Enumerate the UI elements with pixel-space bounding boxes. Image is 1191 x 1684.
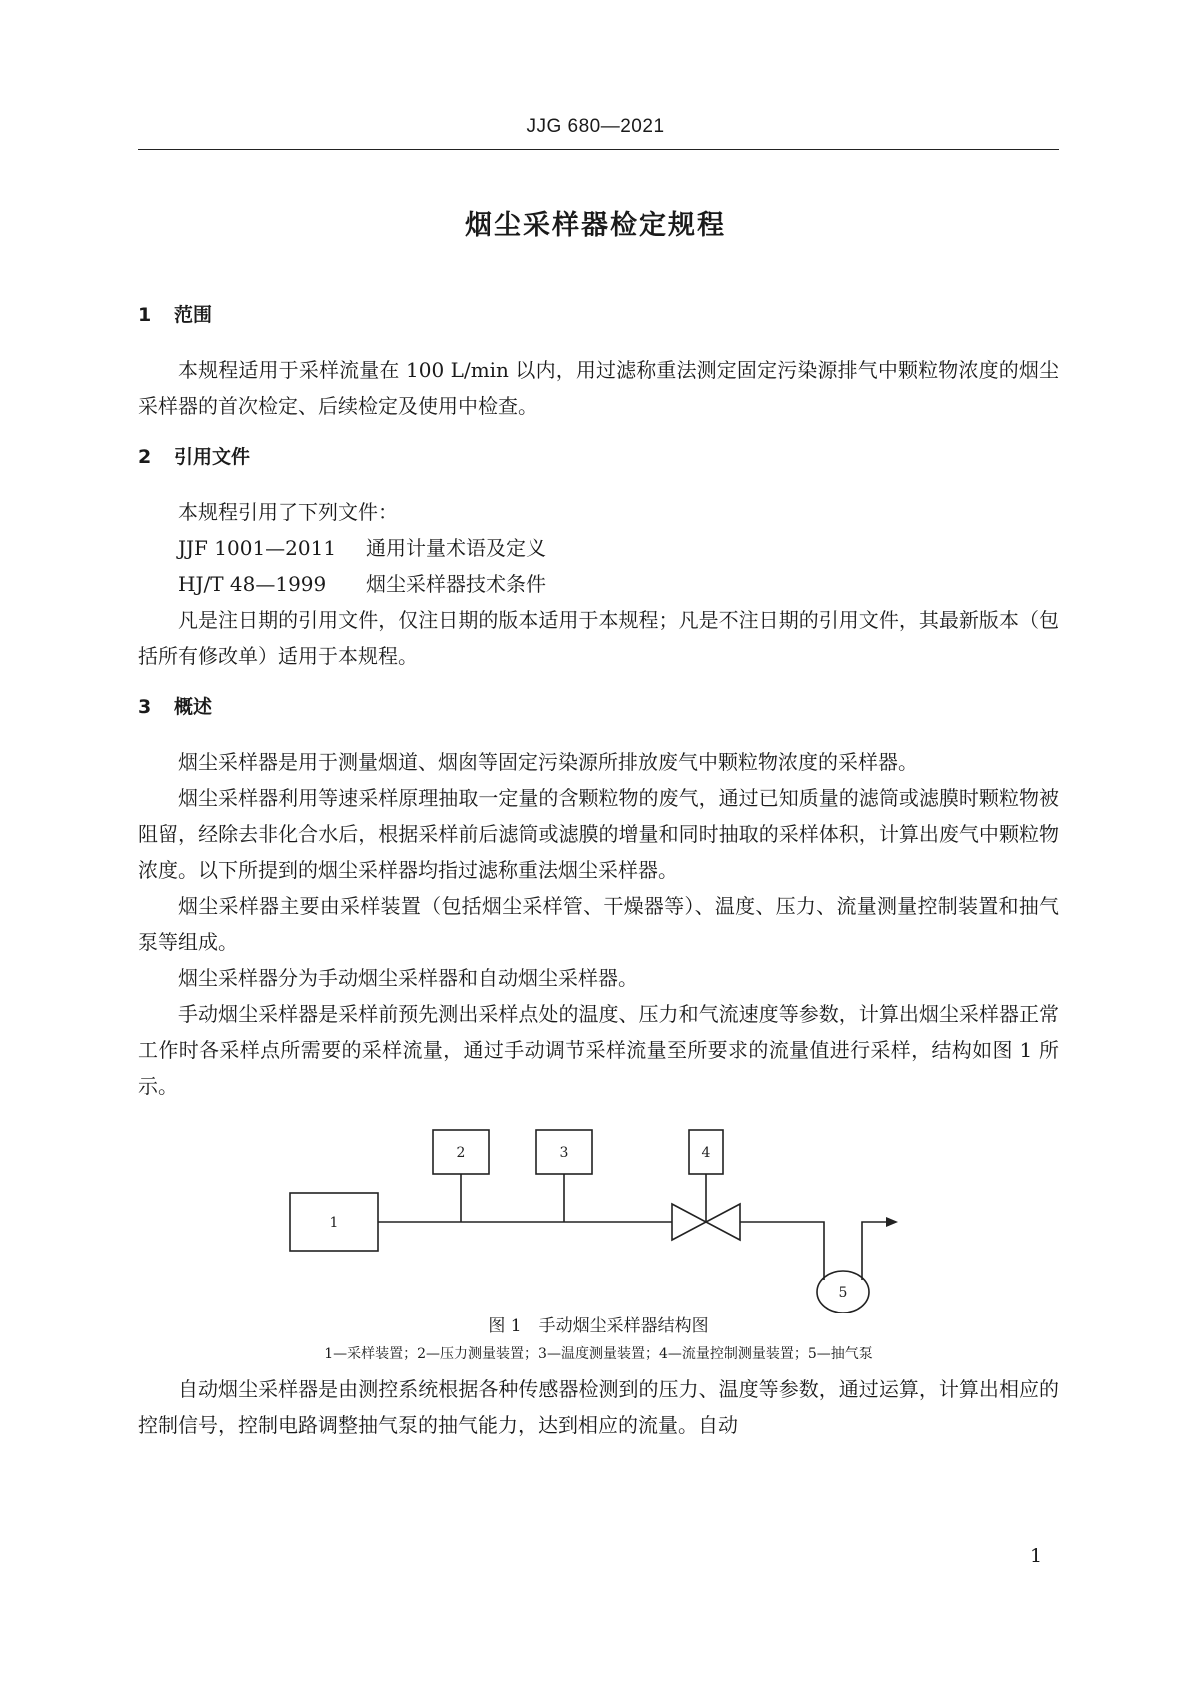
reference-item — [138, 530, 1059, 566]
header-rule — [138, 149, 1059, 150]
section-3-paragraph-1: 烟尘采样器是用于测量烟道、烟囱等固定污染源所排放废气中颗粒物浓度的采样器。 — [178, 750, 918, 774]
section-2-heading — [138, 442, 1059, 472]
section-title: 引用文件 — [174, 446, 251, 468]
reference-name: 烟尘采样器技术条件 — [366, 572, 546, 596]
section-2-intro: 本规程引用了下列文件： — [178, 500, 398, 524]
section-3-paragraph-4: 烟尘采样器分为手动烟尘采样器和自动烟尘采样器。 — [178, 966, 638, 990]
label-2: 2 — [456, 1145, 466, 1161]
section-3-paragraph-5: 手动烟尘采样器是采样前预先测出采样点处的温度、压力和气流速度等参数，计算出烟尘采样器正常工作时各采样点所需要的采样流量，通过手动调节采样流量至所要求的流量值进行采样，结构如图 1 所示。 — [138, 1002, 1059, 1098]
pipe-to-pump — [740, 1222, 824, 1280]
section-title: 范围 — [174, 304, 213, 326]
page-content — [138, 300, 1059, 1443]
label-3: 3 — [559, 1145, 569, 1161]
section-1-heading — [138, 300, 1059, 330]
section-2-note: 凡是注日期的引用文件，仅注日期的版本适用于本规程；凡是不注日期的引用文件，其最新版本（包括所有修改单）适用于本规程。 — [138, 608, 1059, 668]
section-1-paragraph: 本规程适用于采样流量在 100 L/min 以内，用过滤称重法测定固定污染源排气中颗粒物浓度的烟尘采样器的首次检定、后续检定及使用中检查。 — [138, 358, 1059, 418]
outlet-arrow-icon — [886, 1217, 898, 1227]
section-number: 2 — [138, 446, 152, 468]
figure-1-legend: 1—采样装置；2—压力测量装置；3—温度测量装置；4—流量控制测量装置；5—抽气泵 — [324, 1346, 873, 1362]
label-5: 5 — [838, 1285, 848, 1301]
reference-code: JJF 1001—2011 — [178, 536, 337, 560]
figure-1-svg — [138, 1108, 1059, 1313]
label-1: 1 — [329, 1215, 339, 1231]
reference-item — [138, 566, 1059, 602]
section-3-paragraph-3: 烟尘采样器主要由采样装置（包括烟尘采样管、干燥器等）、温度、压力、流量测量控制装置和抽气泵等组成。 — [138, 894, 1059, 954]
figure-1-caption: 图 1 手动烟尘采样器结构图 — [488, 1316, 709, 1336]
reference-code: HJ/T 48—1999 — [178, 572, 327, 596]
outlet-line — [862, 1222, 886, 1280]
label-4: 4 — [701, 1145, 711, 1161]
section-title: 概述 — [174, 696, 213, 718]
header-standard-code: JJG 680—2021 — [526, 116, 665, 137]
page-number: 1 — [1030, 1545, 1043, 1567]
section-3-paragraph-2: 烟尘采样器利用等速采样原理抽取一定量的含颗粒物的废气，通过已知质量的滤筒或滤膜时颗粒物被阻留，经除去非化合水后，根据采样前后滤筒或滤膜的增量和同时抽取的采样体积，计算出废气中颗粒物浓度。以下所提到的烟尘采样器均指过滤称重法烟尘采样器。 — [138, 786, 1059, 882]
reference-name: 通用计量术语及定义 — [366, 536, 546, 560]
section-3-heading — [138, 692, 1059, 722]
section-number: 3 — [138, 696, 152, 718]
figure-1-diagram — [138, 1108, 1059, 1313]
section-number: 1 — [138, 304, 152, 326]
valve-left-triangle — [672, 1204, 706, 1240]
valve-right-triangle — [706, 1204, 740, 1240]
document-title: 烟尘采样器检定规程 — [465, 210, 726, 241]
section-3-paragraph-6: 自动烟尘采样器是由测控系统根据各种传感器检测到的压力、温度等参数，通过运算，计算出相应的控制信号，控制电路调整抽气泵的抽气能力，达到相应的流量。自动 — [138, 1377, 1059, 1437]
